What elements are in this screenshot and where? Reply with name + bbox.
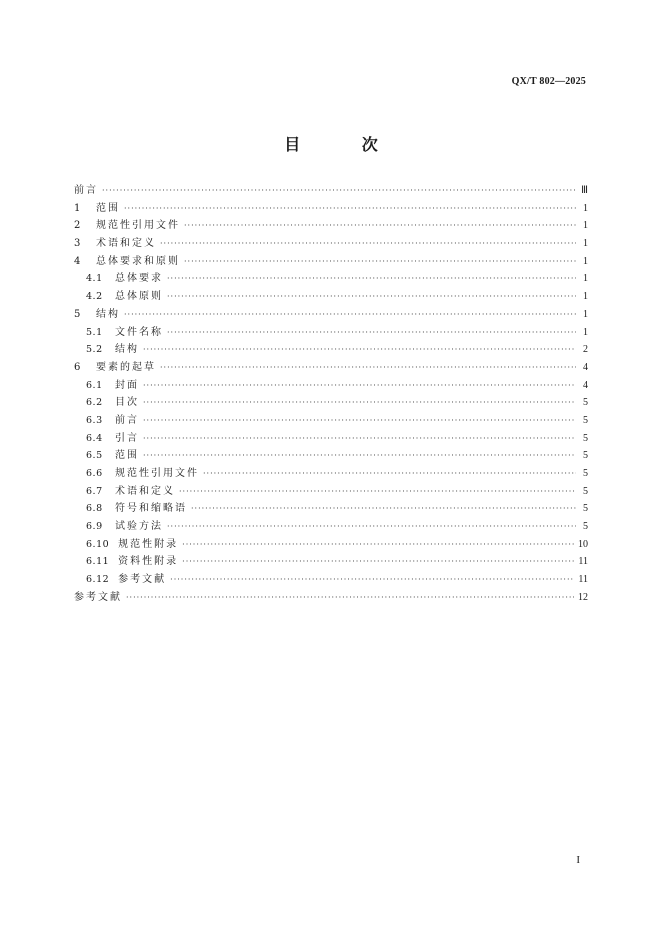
toc-entry-number: 6.6: [86, 468, 103, 479]
toc-entry-title: 范围: [115, 450, 139, 462]
toc-entry-title: 参考文献: [74, 591, 122, 603]
toc-entry-title: 结构: [96, 308, 120, 320]
toc-entry-number: 4: [74, 255, 81, 267]
toc-entry-title: 结构: [115, 344, 139, 356]
standard-code: QX/T 802—2025: [511, 76, 586, 87]
toc-entry[interactable]: [74, 553, 588, 571]
toc-entry-number: 5: [74, 308, 81, 320]
toc-entry-number: 3: [74, 238, 81, 250]
toc-entry-title: 符号和缩略语: [115, 503, 187, 515]
toc-entry-page: 1: [583, 220, 588, 232]
toc-entry-page: 2: [583, 344, 588, 356]
toc-entry-page: 12: [578, 591, 588, 603]
toc-dot-leader: [160, 235, 576, 253]
toc-dot-leader: [182, 553, 574, 571]
toc-entry-title: 文件名称: [115, 326, 163, 338]
toc-entry-page: 1: [583, 255, 588, 267]
toc-entry[interactable]: [74, 483, 588, 501]
toc-entry-number: 6.11: [86, 556, 110, 568]
toc-dot-leader: [124, 200, 576, 218]
toc-entry-title: 规范性附录: [118, 538, 179, 550]
toc-entry-number: 5.2: [86, 344, 103, 356]
toc-dot-leader: [143, 394, 576, 412]
toc-entry-page: 5: [583, 432, 588, 444]
toc-entry[interactable]: [74, 377, 588, 395]
toc-entry-title: 总体原则: [115, 291, 163, 303]
toc-entry-number: 6.10: [86, 538, 110, 550]
toc-entry-title: 引言: [115, 432, 139, 444]
toc-entry[interactable]: [74, 253, 588, 271]
toc-entry-number: 4.2: [86, 291, 103, 303]
toc-dot-leader: [170, 571, 574, 589]
page-number: I: [576, 854, 580, 866]
toc-entry-title: 试验方法: [115, 521, 163, 533]
toc-entry-title: 术语和定义: [115, 485, 175, 497]
toc-title: 目 次: [284, 135, 406, 154]
toc-entry-number: 6.5: [86, 450, 103, 462]
toc-entry[interactable]: [74, 182, 588, 200]
toc-entry[interactable]: [74, 200, 588, 218]
toc-entry[interactable]: [74, 288, 588, 306]
toc-entry[interactable]: [74, 270, 588, 288]
toc-entry-title: 术语和定义: [96, 238, 156, 250]
toc-dot-leader: [203, 465, 576, 483]
table-of-contents: [74, 182, 588, 607]
toc-entry-title: 资料性附录: [118, 556, 179, 568]
toc-dot-leader: [124, 306, 576, 324]
toc-entry-number: 6: [74, 361, 81, 373]
toc-entry-page: 5: [583, 485, 588, 497]
toc-entry[interactable]: [74, 341, 588, 359]
toc-entry-title: 参考文献: [118, 574, 167, 586]
toc-entry[interactable]: [74, 217, 588, 235]
toc-entry-page: 5: [583, 503, 588, 515]
toc-entry-title: 前言: [74, 185, 98, 196]
toc-entry-number: 2: [74, 220, 81, 232]
toc-dot-leader: [143, 447, 576, 465]
toc-entry[interactable]: [74, 536, 588, 554]
toc-entry[interactable]: [74, 465, 588, 483]
toc-entry[interactable]: [74, 359, 588, 377]
toc-entry-number: 6.9: [86, 521, 103, 533]
toc-entry-page: 1: [583, 238, 588, 250]
toc-entry-page: 5: [583, 450, 588, 462]
toc-entry-page: 5: [583, 397, 588, 409]
toc-entry-number: 1: [74, 202, 81, 214]
toc-entry-title: 前言: [115, 414, 139, 426]
toc-entry-number: 6.7: [86, 485, 103, 497]
toc-dot-leader: [167, 270, 576, 288]
toc-entry[interactable]: [74, 589, 588, 607]
toc-dot-leader: [126, 589, 574, 607]
toc-entry-title: 总体要求和原则: [96, 255, 180, 267]
toc-dot-leader: [167, 324, 576, 342]
toc-dot-leader: [167, 518, 576, 536]
toc-entry-number: 6.12: [86, 574, 110, 586]
toc-entry-page: 5: [583, 414, 588, 426]
toc-entry-title: 要素的起草: [96, 361, 156, 373]
toc-entry-page: 1: [583, 291, 588, 303]
toc-entry-page: 4: [583, 379, 588, 391]
toc-entry-number: 6.3: [86, 414, 103, 426]
toc-dot-leader: [191, 500, 576, 518]
toc-dot-leader: [143, 377, 576, 395]
toc-dot-leader: [143, 430, 576, 448]
toc-entry-number: 5.1: [86, 326, 103, 338]
toc-dot-leader: [143, 341, 576, 359]
toc-entry-number: 6.8: [86, 503, 103, 515]
toc-dot-leader: [160, 359, 576, 377]
toc-entry-number: 4.1: [86, 273, 103, 285]
toc-dot-leader: [179, 483, 576, 501]
toc-entry-number: 6.1: [86, 379, 103, 391]
toc-entry[interactable]: [74, 235, 588, 253]
toc-entry[interactable]: [74, 430, 588, 448]
toc-entry-title: 总体要求: [115, 273, 163, 285]
toc-entry-title: 封面: [115, 379, 139, 391]
toc-entry-number: 6.4: [86, 432, 103, 444]
toc-entry-page: 10: [578, 538, 588, 550]
toc-entry[interactable]: [74, 394, 588, 412]
toc-entry[interactable]: [74, 306, 588, 324]
toc-dot-leader: [102, 182, 576, 200]
toc-entry-page: 1: [583, 308, 588, 320]
toc-dot-leader: [182, 536, 574, 554]
toc-entry-number: 6.2: [86, 397, 103, 409]
toc-dot-leader: [167, 288, 576, 306]
toc-entry-title: 范围: [96, 202, 120, 214]
toc-entry[interactable]: [74, 447, 588, 465]
toc-entry[interactable]: [74, 571, 588, 589]
toc-entry[interactable]: [74, 412, 588, 430]
toc-entry[interactable]: [74, 500, 588, 518]
toc-entry-page: 4: [583, 361, 588, 373]
toc-entry-title: 规范性引用文件: [115, 468, 199, 479]
toc-entry[interactable]: [74, 324, 588, 342]
toc-entry-page: 1: [583, 273, 588, 285]
toc-entry-page: 11: [578, 574, 588, 586]
toc-dot-leader: [184, 253, 576, 271]
toc-entry-title: 规范性引用文件: [96, 220, 180, 232]
toc-entry[interactable]: [74, 518, 588, 536]
toc-dot-leader: [143, 412, 576, 430]
toc-entry-page: Ⅲ: [581, 185, 588, 196]
toc-entry-page: 11: [578, 556, 588, 568]
toc-entry-title: 目次: [115, 397, 139, 409]
toc-entry-page: 1: [583, 326, 588, 338]
toc-entry-page: 5: [583, 521, 588, 533]
toc-entry-page: 1: [583, 202, 588, 214]
toc-entry-page: 5: [583, 468, 588, 479]
toc-dot-leader: [184, 217, 576, 235]
